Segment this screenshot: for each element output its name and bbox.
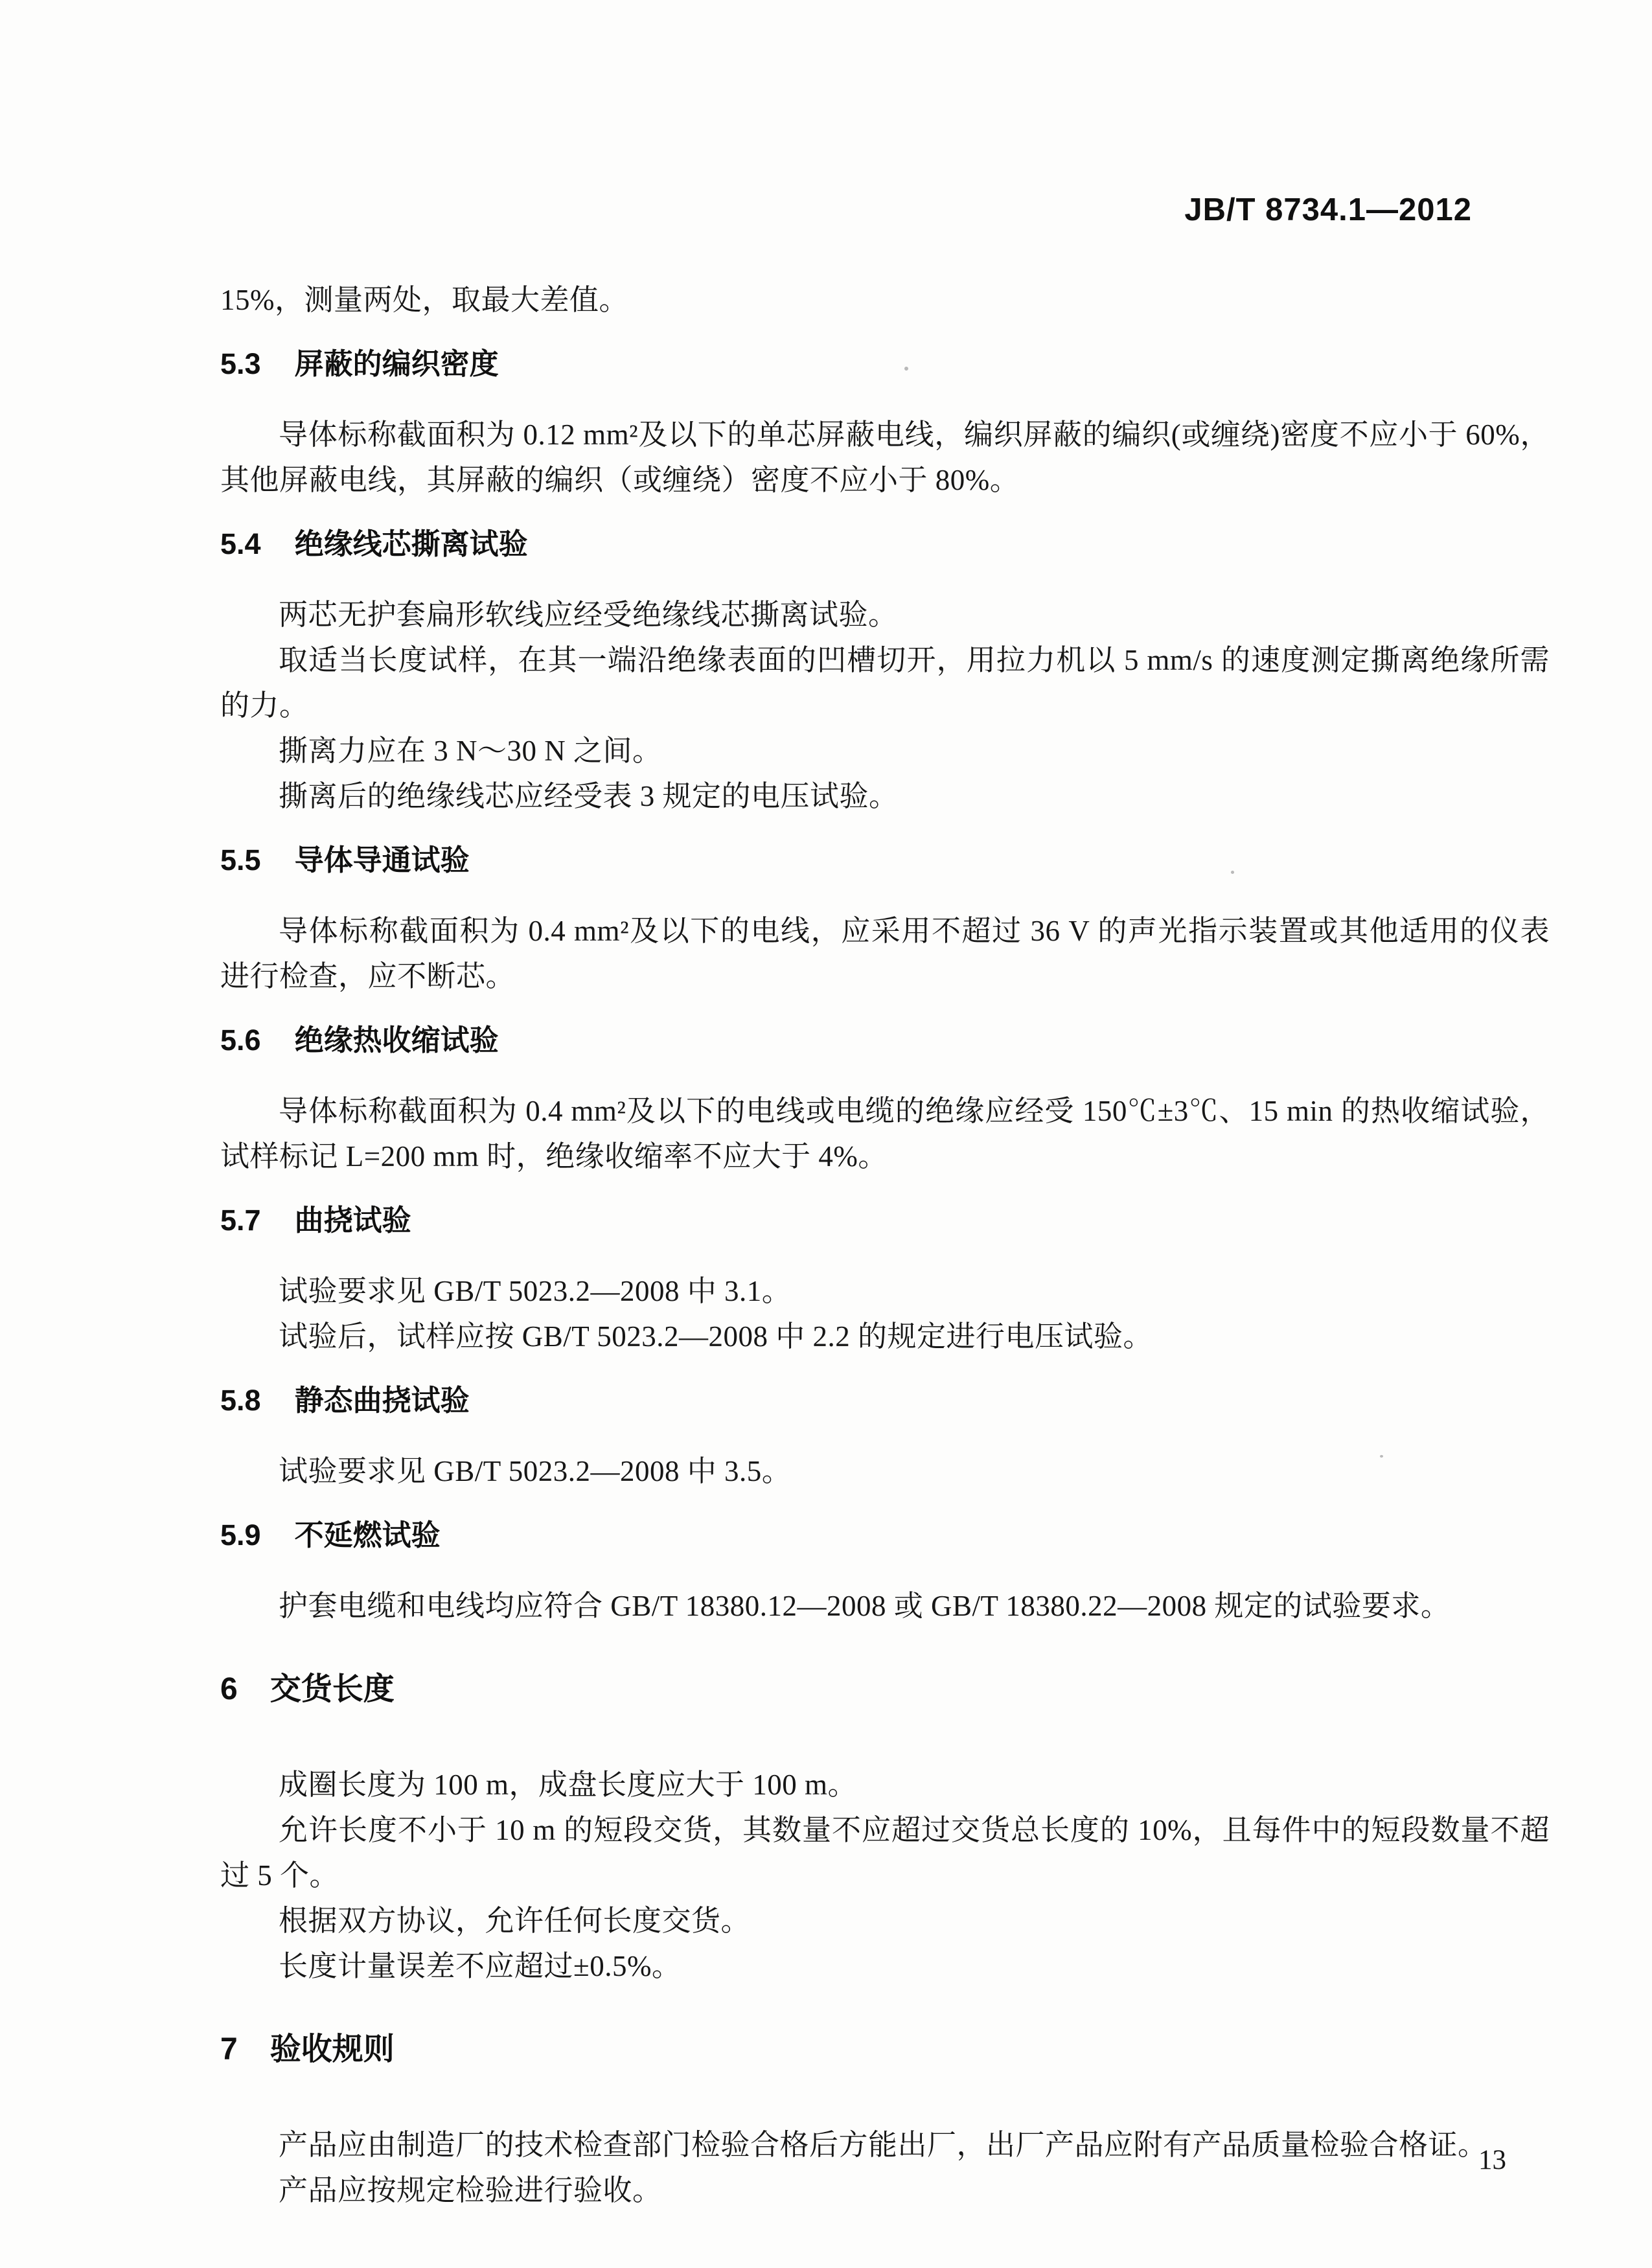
section-heading-5-5 (220, 841, 1550, 880)
continuation-paragraph: 15%，测量两处，取最大差值。 (220, 284, 628, 316)
chapter-title: 验收规则 (270, 2032, 395, 2067)
paragraph: 产品应按规定检验进行验收。 (279, 2174, 662, 2206)
paragraph: 允许长度不小于 10 m 的短段交货，其数量不应超过交货总长度的 10%，且每件中的短段数量不超过 5 个。 (220, 1814, 1550, 1892)
section-title: 绝缘热收缩试验 (294, 1024, 499, 1057)
page-number: 13 (1478, 2145, 1506, 2175)
paragraph: 撕离后的绝缘线芯应经受表 3 规定的电压试验。 (279, 780, 899, 812)
section-number: 5.9 (220, 1518, 261, 1552)
section-number: 5.3 (220, 347, 261, 380)
section-number: 5.8 (220, 1384, 261, 1417)
section-number: 5.7 (220, 1204, 261, 1237)
scan-speck (904, 367, 908, 371)
section-heading-5-7 (220, 1201, 1550, 1240)
chapter-title: 交货长度 (270, 1672, 395, 1706)
paragraph: 长度计量误差不应超过±0.5%。 (279, 1950, 682, 1982)
paragraph: 撕离力应在 3 N～30 N 之间。 (279, 735, 662, 767)
paragraph: 试验后，试样应按 GB/T 5023.2—2008 中 2.2 的规定进行电压试验。 (279, 1320, 1153, 1353)
paragraph: 成圈长度为 100 m，成盘长度应大于 100 m。 (279, 1769, 858, 1801)
page-body (220, 277, 1550, 2213)
paragraph: 试验要求见 GB/T 5023.2—2008 中 3.5。 (279, 1455, 792, 1487)
chapter-heading-7 (220, 2029, 1550, 2070)
paragraph: 试验要求见 GB/T 5023.2—2008 中 3.1。 (279, 1275, 792, 1307)
section-heading-5-3 (220, 345, 1550, 384)
section-heading-5-4 (220, 525, 1550, 564)
paragraph: 导体标称截面积为 0.4 mm²及以下的电线，应采用不超过 36 V 的声光指示装置或其他适用的仪表进行检查，应不断芯。 (220, 915, 1550, 992)
paragraph: 护套电缆和电线均应符合 GB/T 18380.12—2008 或 GB/T 18380.22—2008 规定的试验要求。 (279, 1590, 1451, 1622)
section-title: 不延燃试验 (294, 1518, 441, 1552)
paragraph: 导体标称截面积为 0.12 mm²及以下的单芯屏蔽电线，编织屏蔽的编织(或缠绕)密度不应小于 60%，其他屏蔽电线，其屏蔽的编织（或缠绕）密度不应小于 80%。 (220, 418, 1550, 496)
section-title: 静态曲挠试验 (294, 1384, 470, 1417)
section-number: 5.4 (220, 527, 261, 560)
section-title: 曲挠试验 (294, 1204, 411, 1237)
chapter-number: 7 (220, 2032, 238, 2067)
section-heading-5-9 (220, 1516, 1550, 1555)
paragraph: 产品应由制造厂的技术检查部门检验合格后方能出厂，出厂产品应附有产品质量检验合格证。 (279, 2129, 1487, 2161)
paragraph: 根据双方协议，允许任何长度交货。 (279, 1905, 751, 1937)
paragraph: 导体标称截面积为 0.4 mm²及以下的电线或电缆的绝缘应经受 150℃±3℃、15 min 的热收缩试验，试样标记 L=200 mm 时，绝缘收缩率不应大于 4%。 (220, 1095, 1550, 1173)
paragraph: 两芯无护套扁形软线应经受绝缘线芯撕离试验。 (279, 599, 898, 631)
scan-speck (1231, 871, 1234, 874)
section-heading-5-8 (220, 1381, 1550, 1420)
section-title: 屏蔽的编织密度 (294, 347, 499, 380)
section-heading-5-6 (220, 1021, 1550, 1060)
section-number: 5.6 (220, 1024, 261, 1057)
scan-speck (1380, 1455, 1383, 1458)
chapter-heading-6 (220, 1669, 1550, 1710)
section-number: 5.5 (220, 843, 261, 876)
section-title: 导体导通试验 (294, 843, 470, 876)
section-title: 绝缘线芯撕离试验 (294, 527, 528, 560)
chapter-number: 6 (220, 1672, 238, 1706)
paragraph: 取适当长度试样，在其一端沿绝缘表面的凹槽切开，用拉力机以 5 mm/s 的速度测定撕离绝缘所需的力。 (220, 644, 1550, 722)
standard-code-header: JB/T 8734.1—2012 (1184, 192, 1472, 227)
